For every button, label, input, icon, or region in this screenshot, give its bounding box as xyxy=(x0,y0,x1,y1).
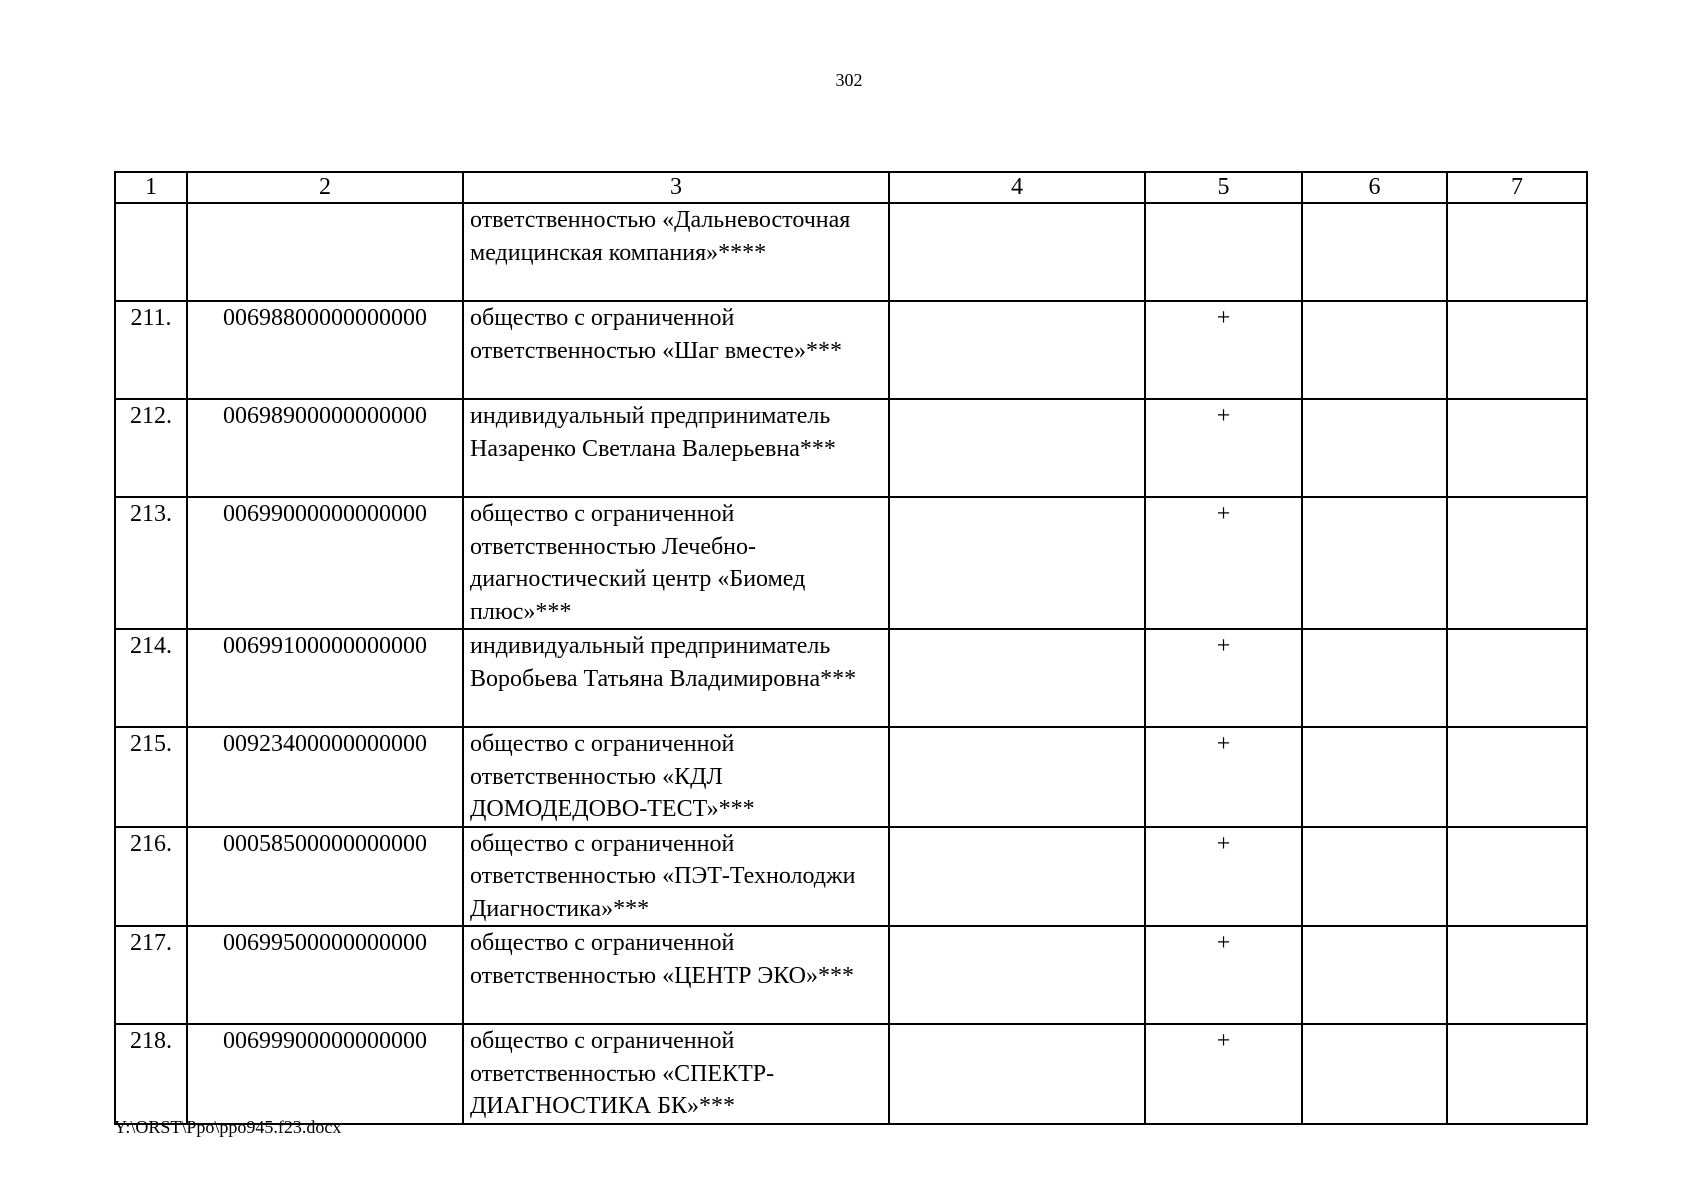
row-code: 00699500000000000 xyxy=(187,926,463,1024)
row-number: 218. xyxy=(115,1024,187,1124)
file-path-footer: Y:\ORST\Ppo\ppo945.f23.docx xyxy=(114,1117,342,1137)
row-col-7 xyxy=(1447,926,1587,1024)
row-col-5-mark: + xyxy=(1145,497,1302,629)
row-number: 213. xyxy=(115,497,187,629)
column-header-6: 6 xyxy=(1302,172,1447,203)
row-number xyxy=(115,203,187,301)
row-col-6 xyxy=(1302,497,1447,629)
row-code xyxy=(187,203,463,301)
row-code: 00699000000000000 xyxy=(187,497,463,629)
data-table xyxy=(114,171,1588,1125)
table-row xyxy=(115,497,1587,629)
row-col-4 xyxy=(889,629,1145,727)
table-row xyxy=(115,301,1587,399)
row-number: 214. xyxy=(115,629,187,727)
row-organization-name: общество с ограниченной ответственностью Лечебно-диагностический центр «Биомед плюс»*** xyxy=(463,497,889,629)
row-col-7 xyxy=(1447,497,1587,629)
row-col-7 xyxy=(1447,727,1587,827)
row-organization-name: индивидуальный предприниматель Назаренко Светлана Валерьевна*** xyxy=(463,399,889,497)
row-col-5-mark: + xyxy=(1145,926,1302,1024)
row-col-6 xyxy=(1302,629,1447,727)
row-col-5-mark: + xyxy=(1145,727,1302,827)
row-col-7 xyxy=(1447,629,1587,727)
row-col-6 xyxy=(1302,301,1447,399)
table-row xyxy=(115,727,1587,827)
table-header-row xyxy=(115,172,1587,203)
row-col-7 xyxy=(1447,827,1587,927)
row-col-5-mark: + xyxy=(1145,827,1302,927)
table-row xyxy=(115,926,1587,1024)
table-row xyxy=(115,399,1587,497)
row-organization-name: общество с ограниченной ответственностью «СПЕКТР-ДИАГНОСТИКА БК»*** xyxy=(463,1024,889,1124)
row-col-4 xyxy=(889,727,1145,827)
column-header-4: 4 xyxy=(889,172,1145,203)
row-number: 211. xyxy=(115,301,187,399)
row-col-7 xyxy=(1447,1024,1587,1124)
column-header-7: 7 xyxy=(1447,172,1587,203)
row-col-4 xyxy=(889,301,1145,399)
column-header-2: 2 xyxy=(187,172,463,203)
row-col-5-mark: + xyxy=(1145,399,1302,497)
row-col-5-mark: + xyxy=(1145,629,1302,727)
row-number: 215. xyxy=(115,727,187,827)
row-organization-name: общество с ограниченной ответственностью «КДЛ ДОМОДЕДОВО-ТЕСТ»*** xyxy=(463,727,889,827)
row-code: 00923400000000000 xyxy=(187,727,463,827)
row-col-7 xyxy=(1447,301,1587,399)
row-number: 212. xyxy=(115,399,187,497)
row-code: 00699900000000000 xyxy=(187,1024,463,1124)
row-col-6 xyxy=(1302,203,1447,301)
row-col-6 xyxy=(1302,727,1447,827)
row-col-7 xyxy=(1447,203,1587,301)
row-col-4 xyxy=(889,399,1145,497)
row-code: 00699100000000000 xyxy=(187,629,463,727)
row-col-4 xyxy=(889,1024,1145,1124)
column-header-3: 3 xyxy=(463,172,889,203)
row-col-6 xyxy=(1302,926,1447,1024)
row-organization-name: общество с ограниченной ответственностью «ЦЕНТР ЭКО»*** xyxy=(463,926,889,1024)
column-header-5: 5 xyxy=(1145,172,1302,203)
table-row xyxy=(115,827,1587,927)
row-code: 00698900000000000 xyxy=(187,399,463,497)
row-organization-name: общество с ограниченной ответственностью «Шаг вместе»*** xyxy=(463,301,889,399)
row-col-6 xyxy=(1302,1024,1447,1124)
row-organization-name: ответственностью «Дальневосточная медицинская компания»**** xyxy=(463,203,889,301)
row-col-4 xyxy=(889,203,1145,301)
row-col-5-mark: + xyxy=(1145,1024,1302,1124)
table-row xyxy=(115,1024,1587,1124)
row-col-7 xyxy=(1447,399,1587,497)
row-col-5-mark: + xyxy=(1145,301,1302,399)
row-organization-name: индивидуальный предприниматель Воробьева Татьяна Владимировна*** xyxy=(463,629,889,727)
table-row xyxy=(115,629,1587,727)
table-row xyxy=(115,203,1587,301)
row-code: 00058500000000000 xyxy=(187,827,463,927)
row-col-5-mark xyxy=(1145,203,1302,301)
page-number: 302 xyxy=(835,70,863,90)
row-col-4 xyxy=(889,827,1145,927)
row-col-6 xyxy=(1302,827,1447,927)
column-header-1: 1 xyxy=(115,172,187,203)
row-col-4 xyxy=(889,497,1145,629)
row-col-6 xyxy=(1302,399,1447,497)
row-number: 216. xyxy=(115,827,187,927)
row-organization-name: общество с ограниченной ответственностью «ПЭТ-Технолоджи Диагностика»*** xyxy=(463,827,889,927)
row-number: 217. xyxy=(115,926,187,1024)
row-code: 00698800000000000 xyxy=(187,301,463,399)
row-col-4 xyxy=(889,926,1145,1024)
